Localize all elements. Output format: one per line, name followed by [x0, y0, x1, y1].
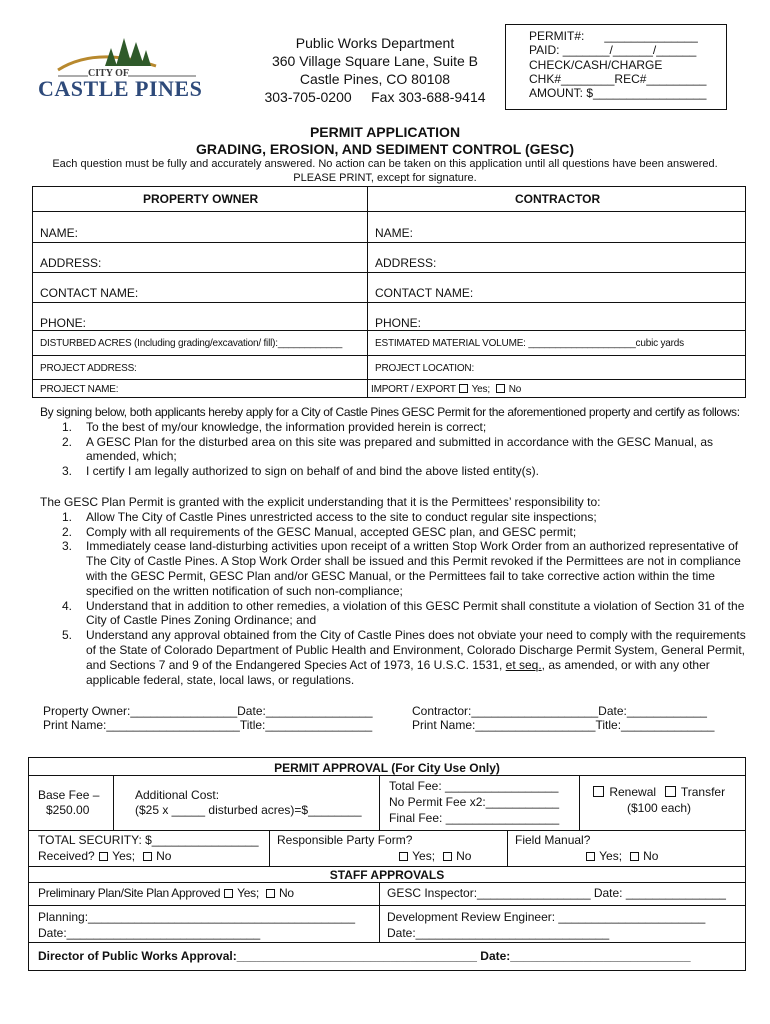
certify-section	[40, 405, 746, 479]
column-divider	[367, 187, 368, 397]
renewal-checkbox[interactable]	[593, 786, 604, 797]
renewal-label: Renewal	[609, 785, 657, 799]
responsible-yes-checkbox[interactable]	[399, 852, 408, 861]
received-yes-label: Yes;	[112, 849, 136, 863]
list-number: 3.	[62, 539, 73, 554]
instructions: Each question must be fully and accurately answered. No action can be taken on this application until all questions have been answered.	[52, 158, 718, 170]
project-location-field[interactable]: PROJECT LOCATION:	[375, 363, 475, 374]
preliminary-plan-row	[38, 886, 294, 900]
dev-review-date-field[interactable]: Date:_____________________________	[387, 926, 610, 940]
list-number: 4.	[62, 598, 73, 613]
certify-intro: By signing below, both applicants hereby apply for a City of Castle Pines GESC Permit for the aforementioned property and certify as follows:	[40, 405, 740, 419]
item5-end-text: , as amended, or with any other applicable federal, state, local laws, or regulations.	[86, 657, 710, 687]
prelim-no-checkbox[interactable]	[266, 889, 275, 898]
received-yes-checkbox[interactable]	[99, 852, 108, 861]
contractor-phone-field[interactable]: PHONE:	[375, 316, 422, 330]
additional-cost-label: Additional Cost:	[135, 788, 220, 802]
received-label: Received?	[38, 849, 95, 863]
list-number: 1.	[62, 419, 73, 434]
import-yes-checkbox[interactable]	[459, 384, 468, 393]
director-approval-field[interactable]: Director of Public Works Approval:____________________________________ Date:___________________________	[38, 949, 691, 963]
renewal-transfer-row	[591, 785, 725, 799]
no-permit-fee-field[interactable]: No Permit Fee x2:___________	[389, 795, 560, 809]
total-fee-field[interactable]: Total Fee: _________________	[389, 779, 559, 793]
manual-no-label: No	[643, 849, 659, 863]
conditions-section	[40, 495, 746, 687]
received-no-label: No	[156, 849, 172, 863]
contractor-signature-field[interactable]: Contractor:___________________Date:____________	[412, 704, 707, 718]
et-seq-text: et seq.	[505, 657, 542, 672]
dept-line3: Castle Pines, CO 80108	[299, 71, 451, 87]
certify-list	[40, 420, 746, 479]
planning-date-field[interactable]: Date:_____________________________	[38, 926, 261, 940]
paid-field[interactable]: PAID: _______/______/______	[529, 43, 697, 58]
owner-phone-field[interactable]: PHONE:	[40, 316, 87, 330]
contractor-contact-field[interactable]: CONTACT NAME:	[375, 286, 474, 300]
list-number: 2.	[62, 434, 73, 449]
field-manual-label: Field Manual?	[515, 833, 591, 847]
list-text: Comply with all requirements of the GESC Manual, accepted GESC plan, and GESC permit;	[86, 524, 577, 539]
planning-field[interactable]: Planning:________________________________________	[38, 910, 355, 924]
manual-no-checkbox[interactable]	[630, 852, 639, 861]
department-address	[240, 34, 510, 106]
contractor-print-field[interactable]: Print Name:__________________Title:______________	[412, 718, 715, 732]
list-text: I certify I am legally authorized to sign on behalf of and bind the above listed entity(s).	[86, 464, 539, 479]
manual-yes-label: Yes;	[599, 849, 623, 863]
list-number: 3.	[62, 464, 73, 479]
conditions-list	[40, 510, 746, 688]
logo-city-of: CITY OF	[88, 68, 130, 79]
owner-print-field[interactable]: Print Name:____________________Title:________________	[43, 718, 373, 732]
prelim-yes-checkbox[interactable]	[224, 889, 233, 898]
owner-contact-field[interactable]: CONTACT NAME:	[40, 286, 139, 300]
list-text: Understand any approval obtained from the City of Castle Pines does not obviate your need to comply with the requirements of the State of Colorado Department of Public Health and Environment, Colorado Discharge Permit System, General Permit, and Sections 7 and 9 of the Endangered Species Act of 1973, 16 U.S.C. 1531,	[86, 628, 746, 672]
owner-address-field[interactable]: ADDRESS:	[40, 256, 102, 270]
manual-yes-checkbox[interactable]	[586, 852, 595, 861]
list-item	[40, 599, 746, 629]
list-number: 1.	[62, 509, 73, 524]
owner-header: PROPERTY OWNER	[143, 192, 259, 206]
permit-approval-box	[28, 757, 746, 971]
list-item	[40, 510, 746, 525]
security-received-row	[38, 849, 171, 863]
contractor-header: CONTRACTOR	[515, 192, 601, 206]
transfer-label: Transfer	[680, 785, 726, 799]
import-export-label: IMPORT / EXPORT	[371, 384, 456, 395]
project-name-field[interactable]: PROJECT NAME:	[40, 384, 119, 395]
list-number: 2.	[62, 524, 73, 539]
prelim-label: Preliminary Plan/Site Plan Approved	[38, 886, 221, 900]
received-no-checkbox[interactable]	[143, 852, 152, 861]
list-item	[40, 435, 746, 465]
owner-signature-block	[43, 704, 373, 732]
project-address-field[interactable]: PROJECT ADDRESS:	[40, 363, 137, 374]
disturbed-acres-field[interactable]: DISTURBED ACRES (Including grading/excavation/ fill):____________	[40, 338, 343, 349]
import-no-checkbox[interactable]	[496, 384, 505, 393]
prelim-no-label: No	[279, 886, 294, 900]
logo-castle-pines: CASTLE PINES	[38, 76, 203, 101]
applicant-table	[32, 186, 746, 398]
additional-cost-field[interactable]: ($25 x _____ disturbed acres)=$________	[135, 803, 362, 817]
list-text: To the best of my/our knowledge, the information provided herein is correct;	[86, 419, 487, 434]
responsible-yes-label: Yes;	[412, 849, 436, 863]
responsible-no-checkbox[interactable]	[443, 852, 452, 861]
base-fee-label: Base Fee –	[38, 788, 100, 802]
base-fee-amount: $250.00	[46, 803, 90, 817]
payment-method: CHECK/CASH/CHARGE	[529, 57, 663, 72]
import-export-row	[371, 384, 521, 395]
chk-rec-field[interactable]: CHK#________REC#_________	[529, 71, 707, 86]
list-item	[40, 420, 746, 435]
responsible-party-label: Responsible Party Form?	[277, 833, 413, 847]
prelim-yes-label: Yes;	[237, 886, 259, 900]
list-text: Immediately cease land-disturbing activities upon receipt of a written Stop Work Order from an authorized representative of The City of Castle Pines. A Stop Work Order shall be issued and this Permit revoked if the Permittees are not in compliance with the GESC Permit, GESC Plan and/or GESC Manual, or the Permittees fail to take corrective action within the time specified on the written notification of such non-compliance;	[86, 539, 741, 598]
dev-review-field[interactable]: Development Review Engineer: ______________________	[387, 910, 706, 924]
city-logo	[36, 36, 226, 106]
dept-line2: 360 Village Square Lane, Suite B	[271, 53, 478, 69]
list-number: 5.	[62, 628, 73, 643]
responsible-party-row	[398, 849, 471, 863]
gesc-inspector-field[interactable]: GESC Inspector:_________________ Date: _______________	[387, 886, 726, 900]
final-fee-field[interactable]: Final Fee: _________________	[389, 811, 560, 825]
total-security-field[interactable]: TOTAL SECURITY: $________________	[38, 833, 259, 847]
renewal-fee-note: ($100 each)	[627, 801, 692, 815]
dept-line1: Public Works Department	[295, 35, 455, 51]
transfer-checkbox[interactable]	[665, 786, 676, 797]
instructions-print: PLEASE PRINT, except for signature.	[293, 172, 477, 184]
contractor-name-field[interactable]: NAME:	[375, 226, 414, 240]
list-text: A GESC Plan for the disturbed area on this site was prepared and submitted in accordance with the GESC Manual, as amended, which;	[86, 434, 714, 464]
list-text: Allow The City of Castle Pines unrestricted access to the site to conduct regular site inspections;	[86, 509, 597, 524]
staff-approvals-header: STAFF APPROVALS	[329, 868, 445, 882]
list-text: Understand that in addition to other remedies, a violation of this GESC Permit shall constitute a violation of Section 31 of the City of Castle Pines Zoning Ordinance; and	[86, 598, 745, 628]
responsible-no-label: No	[456, 849, 472, 863]
import-yes-label: Yes;	[471, 384, 490, 395]
field-manual-row	[585, 849, 658, 863]
list-item	[40, 525, 746, 540]
list-item	[40, 628, 746, 687]
page-subtitle: GRADING, EROSION, AND SEDIMENT CONTROL (GESC)	[195, 141, 574, 157]
list-item	[40, 539, 746, 598]
owner-signature-field[interactable]: Property Owner:________________Date:________________	[43, 704, 373, 718]
conditions-intro: The GESC Plan Permit is granted with the explicit understanding that it is the Permittees’ responsibility to:	[40, 495, 601, 509]
page-title: PERMIT APPLICATION	[309, 124, 461, 140]
contractor-address-field[interactable]: ADDRESS:	[375, 256, 437, 270]
contractor-signature-block	[412, 704, 714, 732]
list-item	[40, 464, 746, 479]
amount-field[interactable]: AMOUNT: $_________________	[529, 86, 707, 101]
approval-header: PERMIT APPROVAL (For City Use Only)	[274, 761, 500, 775]
dept-line4: 303-705-0200 Fax 303-688-9414	[264, 89, 486, 105]
estimated-volume-field[interactable]: ESTIMATED MATERIAL VOLUME: ____________________cubic yards	[375, 338, 684, 349]
permit-number-field[interactable]: PERMIT#: ______________	[529, 29, 698, 43]
import-no-label: No	[508, 384, 522, 395]
office-use-box	[505, 24, 727, 110]
owner-name-field[interactable]: NAME:	[40, 226, 79, 240]
